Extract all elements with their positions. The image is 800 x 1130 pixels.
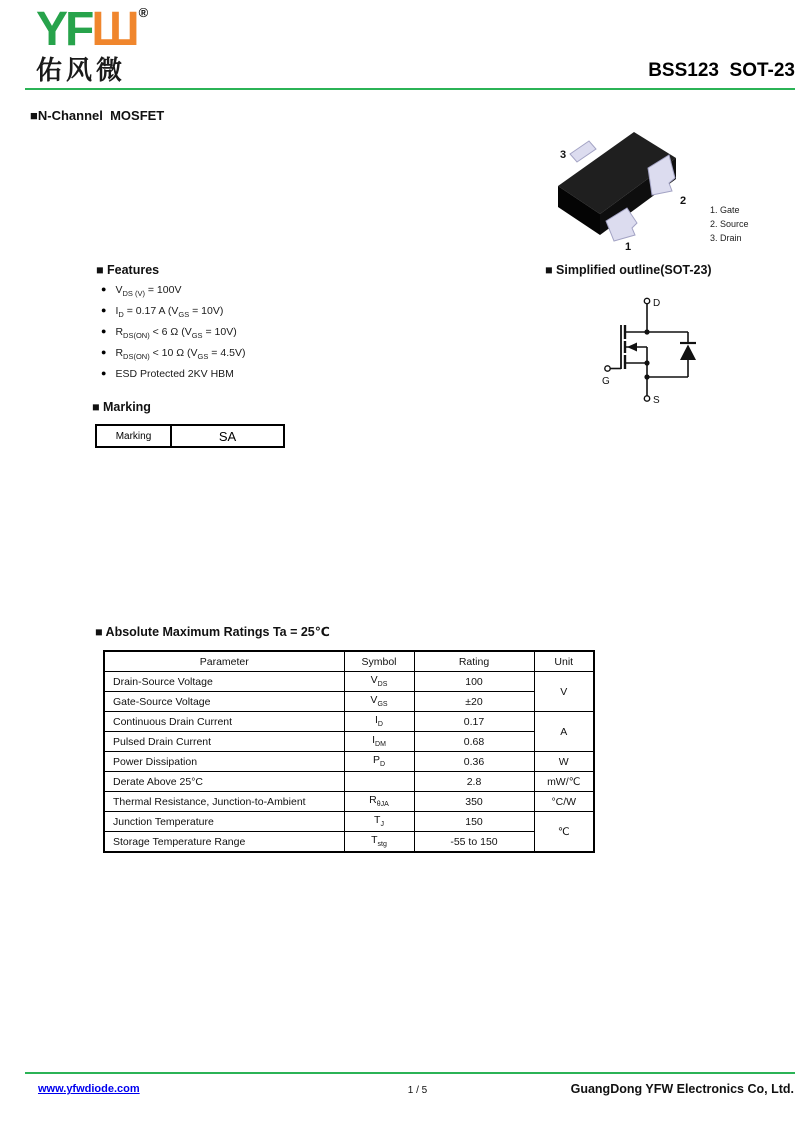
unit-cell: A bbox=[534, 712, 594, 752]
parameter-cell: Thermal Resistance, Junction-to-Ambient bbox=[104, 792, 344, 812]
features-heading: ■ Features bbox=[96, 263, 160, 277]
symbol-cell: $I_D$ bbox=[344, 712, 414, 732]
pin3-number-label: 3 bbox=[560, 149, 567, 161]
parameter-cell: Power Dissipation bbox=[104, 752, 344, 772]
feature-item bbox=[101, 305, 245, 326]
feature-item bbox=[101, 326, 245, 347]
gate-label: G bbox=[602, 376, 610, 387]
column-header: Parameter bbox=[104, 651, 344, 672]
table-row bbox=[104, 672, 594, 692]
bullet-icon: ● bbox=[101, 368, 107, 378]
parameter-cell: Pulsed Drain Current bbox=[104, 732, 344, 752]
marking-label-cell: Marking bbox=[97, 426, 172, 446]
feature-text: $I_D = 0.17$ A $(V_{GS} = 10V)$ bbox=[115, 305, 224, 320]
logo-text-green: YF bbox=[36, 3, 92, 56]
pin-legend-item: 2. Source bbox=[710, 219, 749, 229]
parameter-cell: Derate Above 25°C bbox=[104, 772, 344, 792]
rating-cell: 2.8 bbox=[414, 772, 534, 792]
pin-legend-item: 3. Drain bbox=[710, 233, 742, 243]
symbol-cell bbox=[344, 772, 414, 792]
marking-table bbox=[95, 424, 285, 448]
page-title: BSS123 SOT-23 bbox=[648, 60, 795, 81]
ratings-header-row bbox=[104, 651, 594, 672]
parameter-cell: Drain-Source Voltage bbox=[104, 672, 344, 692]
header-divider bbox=[25, 88, 795, 90]
drain-terminal bbox=[644, 298, 649, 303]
table-row bbox=[104, 752, 594, 772]
parameter-cell: Storage Temperature Range bbox=[104, 832, 344, 853]
parameter-cell: Gate-Source Voltage bbox=[104, 692, 344, 712]
company-name: GuangDong YFW Electronics Co, Ltd. bbox=[570, 1082, 794, 1096]
ratings-heading: ■ Absolute Maximum Ratings Ta = 25℃ bbox=[95, 625, 330, 639]
company-logo bbox=[36, 3, 149, 85]
symbol-cell: $P_D$ bbox=[344, 752, 414, 772]
symbol-cell: $T_{stg}$ bbox=[344, 832, 414, 853]
sot23-package-figure bbox=[548, 124, 710, 256]
rating-cell: ±20 bbox=[414, 692, 534, 712]
website-link[interactable]: www.yfwdiode.com bbox=[38, 1083, 140, 1095]
ratings-table-body bbox=[104, 672, 594, 853]
parameter-cell: Junction Temperature bbox=[104, 812, 344, 832]
feature-item bbox=[101, 368, 245, 389]
source-label: S bbox=[653, 395, 660, 406]
rating-cell: 350 bbox=[414, 792, 534, 812]
logo-chinese-name: 佑风微 bbox=[36, 55, 127, 85]
rating-cell: 0.36 bbox=[414, 752, 534, 772]
column-header: Symbol bbox=[344, 651, 414, 672]
symbol-cell: $R_{\theta JA}$ bbox=[344, 792, 414, 812]
drain-label: D bbox=[653, 298, 661, 309]
rating-cell: 0.17 bbox=[414, 712, 534, 732]
feature-text: $R_{DS(ON)} < 10$ Ω $(V_{GS} = 4.5V)$ bbox=[115, 347, 246, 362]
pin2-number-label: 2 bbox=[680, 195, 687, 207]
marking-heading: ■ Marking bbox=[92, 400, 151, 414]
table-row bbox=[104, 812, 594, 832]
body-diode-icon bbox=[680, 345, 696, 361]
mosfet-symbol bbox=[596, 293, 711, 408]
symbol-cell: $T_J$ bbox=[344, 812, 414, 832]
table-row bbox=[104, 832, 594, 853]
table-row bbox=[104, 692, 594, 712]
outline-heading: ■ Simplified outline(SOT-23) bbox=[545, 263, 712, 277]
unit-cell: °C/W bbox=[534, 792, 594, 812]
unit-cell: mW/℃ bbox=[534, 772, 594, 792]
unit-cell: V bbox=[534, 672, 594, 712]
page-number: 1 / 5 bbox=[407, 1085, 428, 1096]
unit-cell: ℃ bbox=[534, 812, 594, 853]
rating-cell: 100 bbox=[414, 672, 534, 692]
parameter-cell: Continuous Drain Current bbox=[104, 712, 344, 732]
rating-cell: 150 bbox=[414, 812, 534, 832]
bullet-icon: ● bbox=[101, 305, 107, 315]
footer-divider bbox=[25, 1072, 795, 1074]
table-row bbox=[104, 772, 594, 792]
symbol-cell: $I_{DM}$ bbox=[344, 732, 414, 752]
symbol-cell: $V_{GS}$ bbox=[344, 692, 414, 712]
table-row bbox=[104, 792, 594, 812]
gate-arrow-icon bbox=[627, 343, 637, 352]
source-terminal bbox=[644, 396, 649, 401]
gate-terminal bbox=[605, 366, 610, 371]
feature-item bbox=[101, 284, 245, 305]
feature-text: $R_{DS(ON)} < 6$ Ω $(V_{GS} = 10V)$ bbox=[115, 326, 237, 341]
table-row bbox=[104, 712, 594, 732]
feature-text: $V_{DS (V)} = 100V$ bbox=[115, 284, 182, 299]
device-type-heading: ■N-Channel MOSFET bbox=[30, 108, 165, 123]
logo-text-orange: Ш bbox=[91, 3, 137, 56]
pin1-number-label: 1 bbox=[625, 241, 632, 253]
symbol-cell: $V_{DS}$ bbox=[344, 672, 414, 692]
table-row bbox=[104, 732, 594, 752]
feature-text: ESD Protected 2KV HBM bbox=[115, 368, 234, 380]
bullet-icon: ● bbox=[101, 347, 107, 357]
bullet-icon: ● bbox=[101, 284, 107, 294]
rating-cell: 0.68 bbox=[414, 732, 534, 752]
registered-trademark-icon: ® bbox=[138, 5, 149, 20]
marking-value-cell: SA bbox=[218, 428, 237, 444]
ratings-table bbox=[103, 650, 595, 853]
logo-wordmark bbox=[36, 3, 149, 56]
pin3-lead bbox=[570, 141, 596, 162]
pin-legend bbox=[710, 203, 749, 245]
column-header: Unit bbox=[534, 651, 594, 672]
pin-legend-item: 1. Gate bbox=[710, 205, 740, 215]
bullet-icon: ● bbox=[101, 326, 107, 336]
features-list bbox=[101, 284, 245, 389]
column-header: Rating bbox=[414, 651, 534, 672]
rating-cell: -55 to 150 bbox=[414, 832, 534, 853]
unit-cell: W bbox=[534, 752, 594, 772]
feature-item bbox=[101, 347, 245, 368]
